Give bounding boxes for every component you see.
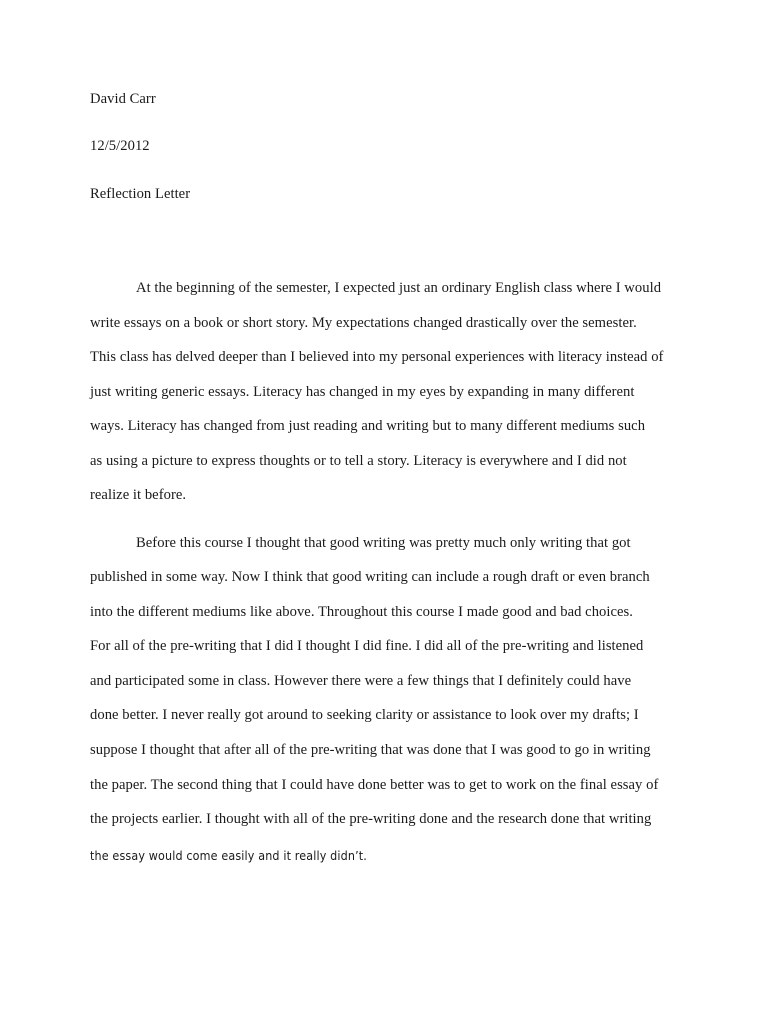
paragraph-line: just writing generic essays. Literacy has changed in my eyes by expanding in many different (90, 384, 635, 400)
paragraph-line: published in some way. Now I think that good writing can include a rough draft or even branch (90, 569, 650, 585)
letter-title: Reflection Letter (90, 186, 191, 202)
paragraph-line: the paper. The second thing that I could have done better was to get to work on the final essay of (90, 777, 659, 793)
paragraph-line: Before this course I thought that good writing was pretty much only writing that got (136, 535, 631, 551)
paragraph-line: as using a picture to express thoughts or to tell a story. Literacy is everywhere and I did not (90, 453, 627, 469)
paragraph-line: the essay would come easily and it really didn’t. (90, 848, 367, 863)
paragraph-line: into the different mediums like above. Throughout this course I made good and bad choices. (90, 604, 633, 620)
paragraph-line: For all of the pre-writing that I did I thought I did fine. I did all of the pre-writing and listened (90, 638, 644, 654)
paragraph-line: realize it before. (90, 487, 187, 503)
paragraph-line: and participated some in class. However there were a few things that I definitely could have (90, 673, 632, 689)
paragraph-line: suppose I thought that after all of the pre-writing that was done that I was good to go in writing (90, 742, 651, 758)
letter-date: 12/5/2012 (90, 138, 150, 154)
paragraph-line: This class has delved deeper than I believed into my personal experiences with literacy instead of (90, 349, 664, 365)
paragraph-line: the projects earlier. I thought with all of the pre-writing done and the research done that writing (90, 811, 652, 827)
paragraph-line: At the beginning of the semester, I expected just an ordinary English class where I would (136, 280, 662, 296)
paragraph-line: ways. Literacy has changed from just reading and writing but to many different mediums such (90, 418, 646, 434)
paragraph-line: write essays on a book or short story. My expectations changed drastically over the semester. (90, 315, 637, 331)
author-name: David Carr (90, 91, 156, 107)
paragraph-line: done better. I never really got around to seeking clarity or assistance to look over my drafts; I (90, 707, 639, 723)
